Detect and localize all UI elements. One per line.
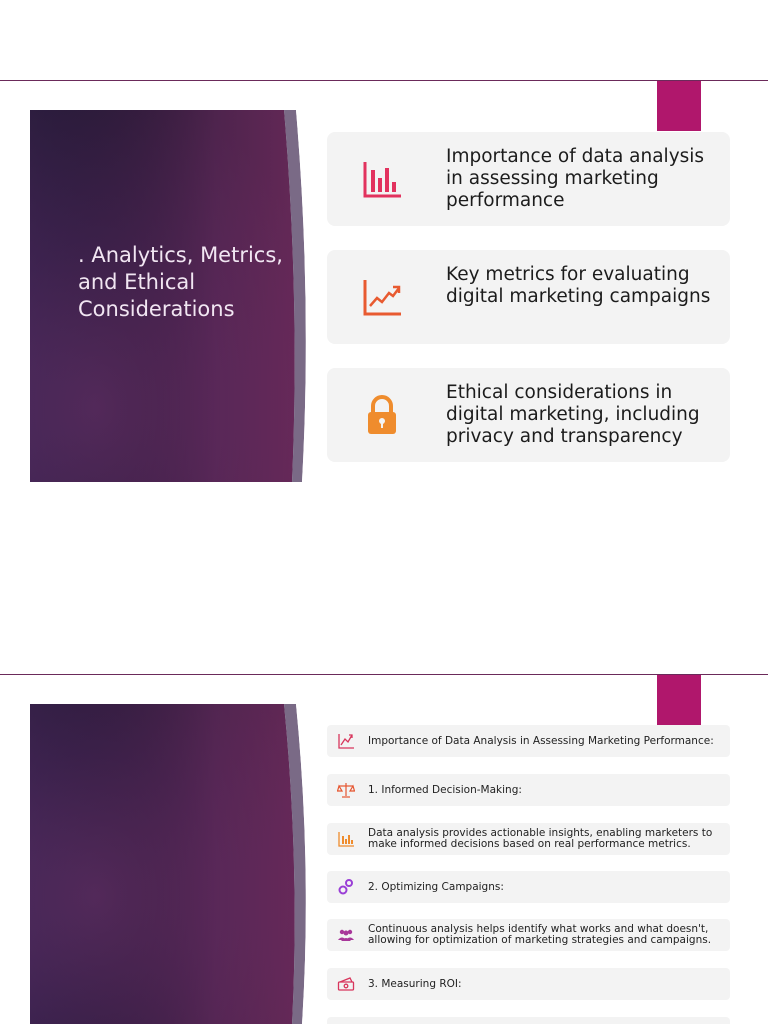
bar-chart-icon <box>361 158 403 200</box>
lock-icon <box>361 394 403 436</box>
list-item <box>327 823 730 855</box>
list-item-partial <box>327 1017 730 1024</box>
list-item <box>327 968 730 1000</box>
card-text: Key metrics for evaluating digital marketing campaigns <box>446 264 711 307</box>
title-panel <box>30 110 306 482</box>
accent-bar <box>657 81 701 131</box>
list-item-text: Data analysis provides actionable insights, enabling marketers to make informed decisions based on real performance metrics. <box>368 827 713 850</box>
side-panel <box>30 704 306 1024</box>
slide-top-rule <box>0 80 768 81</box>
line-chart-icon <box>337 732 355 750</box>
list-item <box>327 871 730 903</box>
list-item-text: 2. Optimizing Campaigns: <box>368 881 504 893</box>
card-ethics <box>327 368 730 462</box>
accent-bar <box>657 675 701 725</box>
card-data-analysis <box>327 132 730 226</box>
list-item-text: 3. Measuring ROI: <box>368 978 462 990</box>
list-item <box>327 725 730 757</box>
card-text: Ethical considerations in digital marketing, including privacy and transparency <box>446 382 700 447</box>
trend-up-icon <box>361 276 403 318</box>
side-panel-background <box>30 704 306 1024</box>
list-item-text: 1. Informed Decision-Making: <box>368 784 522 796</box>
users-icon <box>337 926 355 944</box>
list-item <box>327 774 730 806</box>
list-item-text: Continuous analysis helps identify what works and what doesn't, allowing for optimization of marketing strategies and campaigns. <box>368 923 712 946</box>
list-item <box>327 919 730 951</box>
gears-icon <box>337 878 355 896</box>
scales-icon <box>337 781 355 799</box>
money-icon <box>337 975 355 993</box>
slide-title: . Analytics, Metrics, and Ethical Considerations <box>78 243 283 321</box>
list-item-text: Importance of Data Analysis in Assessing Marketing Performance: <box>368 735 714 747</box>
card-key-metrics <box>327 250 730 344</box>
bar-chart-icon <box>337 830 355 848</box>
card-text: Importance of data analysis in assessing marketing performance <box>446 146 705 211</box>
slide-top-rule <box>0 674 768 675</box>
slide-2 <box>0 594 768 1024</box>
